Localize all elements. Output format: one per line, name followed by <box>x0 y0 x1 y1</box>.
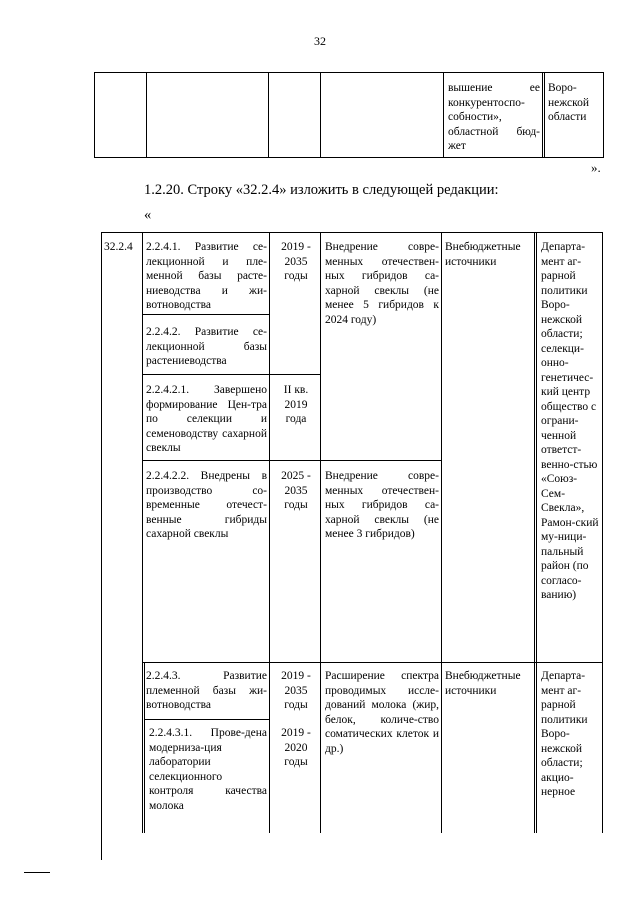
row-name: 2.2.4.3. Развитие племенной базы жи-вотноводства <box>146 670 267 711</box>
table-row-divider <box>142 314 270 315</box>
table-line <box>320 232 321 833</box>
row-term: II кв. 2019 года <box>283 384 309 425</box>
table-row-divider <box>145 719 270 720</box>
table-border-bottom <box>94 157 604 158</box>
row-name: 2.2.4.2. Развитие се-лекционной базы растениеводства <box>146 326 267 367</box>
table-row-divider <box>142 662 603 663</box>
instruction-paragraph: 1.2.20. Строку «32.2.4» изложить в следующей редакции: <box>144 182 499 198</box>
table-line <box>534 232 537 833</box>
footnote-rule <box>24 872 50 873</box>
table-line <box>443 72 444 158</box>
table-row-divider <box>142 374 321 375</box>
row-name: 2.2.4.3.1. Прове-дена модерниза-ция лаборатории селекционного контроля качества молока <box>149 727 267 812</box>
row-result: Расширение спектра проводимых иссле-дований молока (жир, белок, количе-ство соматических клеток и др.) <box>325 670 439 755</box>
opening-quote: « <box>144 207 152 223</box>
cell-funding-text: вышение ее конкурентоспо-собности», областной бюд-жет <box>448 82 540 152</box>
table-line <box>101 232 102 860</box>
row-executor: Департа-мент аг-рарной политики Воро-нежской области; акцио-нерное <box>541 670 588 798</box>
row-result: Внедрение совре-менных отечествен-ных гибридов са-харной свеклы (не менее 3 гибридов) <box>325 470 439 540</box>
closing-quote: ». <box>591 160 601 175</box>
table-line <box>94 72 95 158</box>
row-funding-source: Внебюджетные источники <box>445 670 521 697</box>
table-line <box>269 232 270 833</box>
table-line <box>320 72 321 158</box>
row-name: 2.2.4.2.2. Внедрены в производство со-временные отечест-венные гибриды сахарной свеклы <box>146 470 267 540</box>
row-result: Внедрение совре-менных отечествен-ных гибридов са-харной свеклы (не менее 5 гибридов к 2024 году) <box>325 241 439 326</box>
table-border-top <box>94 72 604 73</box>
table-line <box>603 72 604 158</box>
row-term: 2019 - 2035 годы <box>281 241 311 282</box>
table-row-divider <box>142 460 441 461</box>
row-name: 2.2.4.2.1. Завершено формирование Цен-тра по селекции и семеноводству сахарной свеклы <box>146 384 267 454</box>
row-term: 2025 - 2035 годы <box>281 470 311 511</box>
table-line <box>142 232 143 662</box>
row-executor: Департа-мент аг-рарной политики Воро-нежской области; селекци-онно-генетичес-кий центр общество с ограни-ченной ответст-венно-стью «Союз-Сем-Свекла», Рамон-ский му-ници-пальный район (по согласо-ванию) <box>541 241 599 601</box>
row-term: 2019 - 2020 годы <box>281 727 311 768</box>
table-line <box>602 232 603 833</box>
table-line <box>542 72 545 158</box>
table-line <box>441 232 442 833</box>
table-line <box>146 72 147 158</box>
cell-region-text: Воро-нежской области <box>548 82 590 123</box>
row-funding-source: Внебюджетные источники <box>445 241 521 268</box>
table-line <box>142 662 145 833</box>
page-number: 32 <box>314 34 326 48</box>
table-border-top <box>101 232 603 233</box>
table-line <box>268 72 269 158</box>
row-name: 2.2.4.1. Развитие се-лекционной и пле-менной базы расте-ниеводства и жи-вотноводства <box>146 241 267 311</box>
row-code: 32.2.4 <box>104 241 133 253</box>
row-term: 2019 - 2035 годы <box>281 670 311 711</box>
